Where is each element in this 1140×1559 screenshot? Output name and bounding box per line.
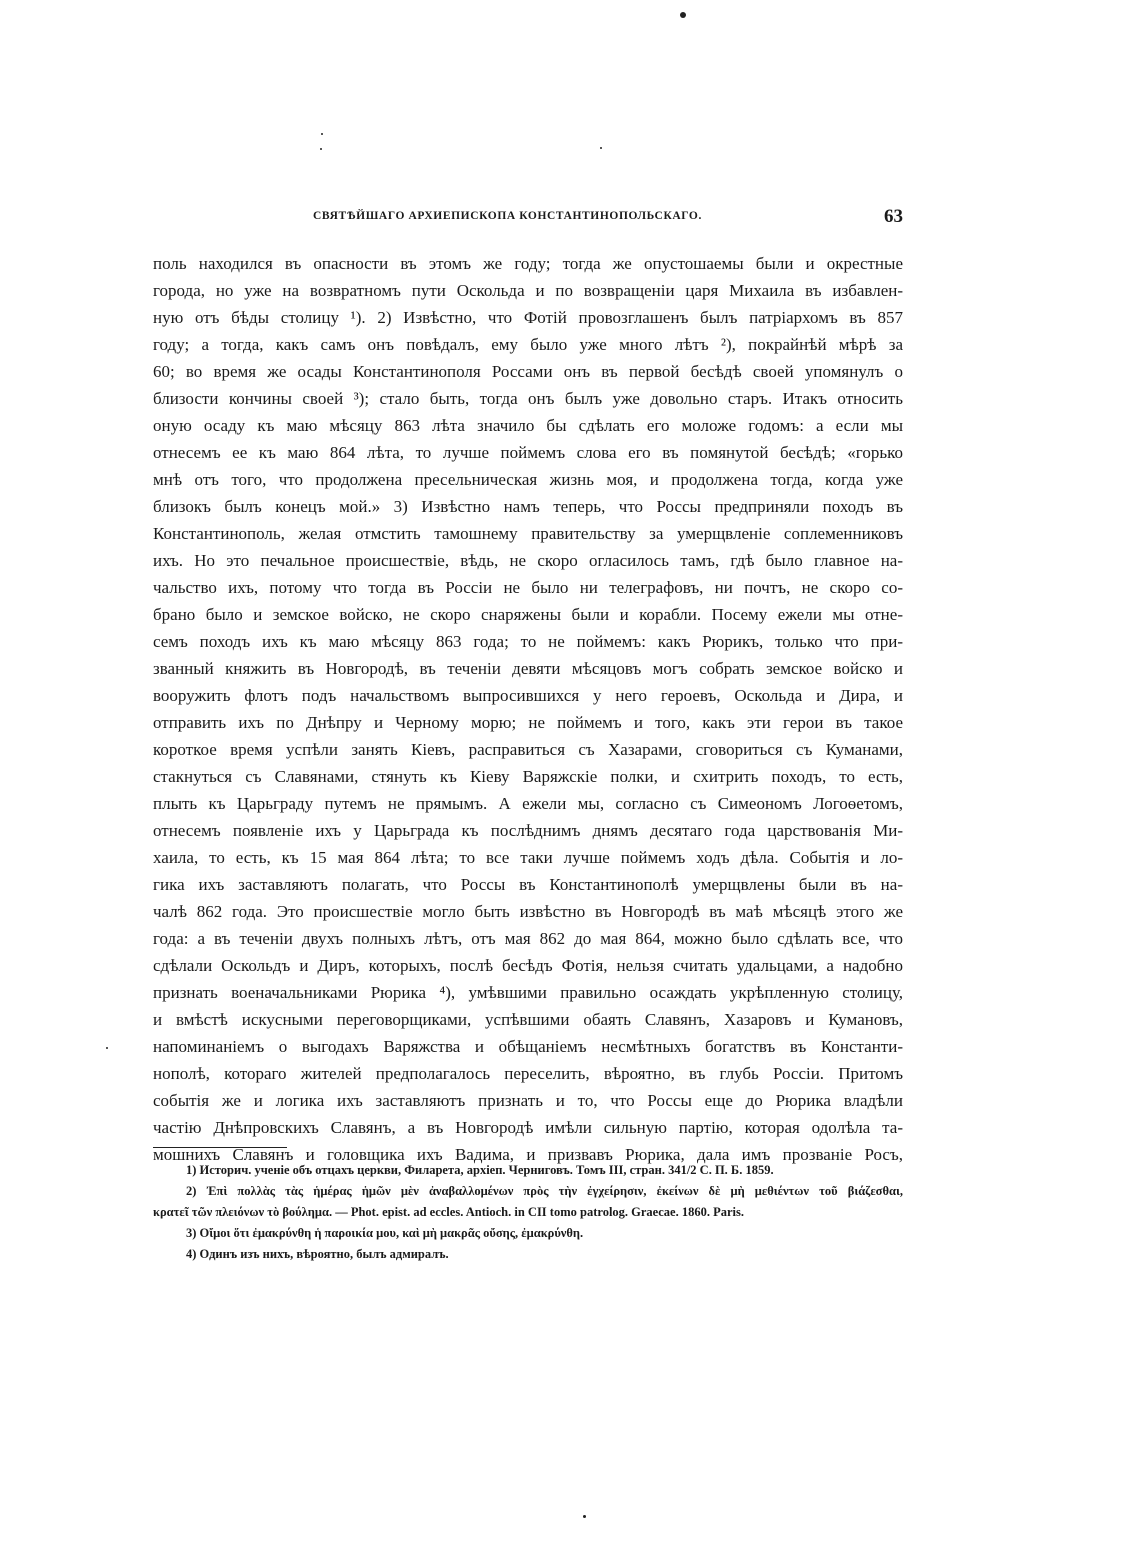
- text-line: брано было и земское войско, не скоро снаряжены были и корабли. Посему ежели мы отне-: [153, 605, 903, 624]
- text-line: частію Днѣпровскихъ Славянъ, а въ Новгородѣ имѣли сильную партію, которая одолѣла та-: [153, 1118, 903, 1137]
- text-line: года: а въ теченіи двухъ полныхъ лѣтъ, отъ мая 862 до мая 864, можно было сдѣлать все, что: [153, 929, 903, 948]
- footnotes: [153, 1160, 903, 1265]
- text-line: напоминаніемъ о выгодахъ Варяжства и обѣщаніемъ несмѣтныхъ богатствъ въ Константи-: [153, 1037, 903, 1056]
- scan-speck: [600, 147, 602, 149]
- text-line: города, но уже на возвратномъ пути Оскольда и по возвращеніи царя Михаила въ избавлен-: [153, 281, 903, 300]
- text-line: близокъ былъ конецъ мой.» 3) Извѣстно намъ теперь, что Россы предприняли походъ въ: [153, 497, 903, 516]
- text-line: званный княжить въ Новгородѣ, въ теченіи девяти мѣсяцовъ могъ собрать земское войско и: [153, 659, 903, 678]
- footnote-2: 2) Ἐπὶ πολλὰς τὰς ἡμέρας ἡμῶν μὲν ἀναβαλλομένων πρὸς τὴν ἐγχείρησιν, ἐκείνων δὲ μὴ μεθιέντων τοῦ βιάζεσθαι,: [186, 1184, 903, 1198]
- text-line: ную отъ бѣды столицу ¹). 2) Извѣстно, что Фотій провозглашенъ былъ патріархомъ въ 857: [153, 308, 903, 327]
- footnote-3: 3) Οἴμοι ὅτι ἐμακρύνθη ἡ παροικία μου, καὶ μὴ μακρᾶς οὔσης, ἐμακρύνθη.: [186, 1226, 584, 1240]
- scan-speck: [680, 12, 686, 18]
- footnote-rule: [153, 1147, 287, 1148]
- text-line: гика ихъ заставляютъ полагать, что Россы въ Константинополѣ умерщвлены были въ на-: [153, 875, 903, 894]
- text-line: оную осаду къ маю мѣсяцу 863 лѣта значило бы сдѣлать его моложе годомъ: а если мы: [153, 416, 903, 435]
- text-line: сдѣлали Оскольдъ и Диръ, которыхъ, послѣ бесѣдъ Фотія, нельзя считать удальцами, а надобно: [153, 956, 903, 975]
- text-line: нополѣ, котораго жителей предполагалось переселить, вѣроятно, въ глубь Россіи. Притомъ: [153, 1064, 903, 1083]
- text-line: близости кончины своей ³); стало быть, тогда онъ былъ уже довольно старъ. Итакъ относить: [153, 389, 903, 408]
- text-line: признать военачальниками Рюрика ⁴), умѣвшими правильно осаждать укрѣпленную столицу,: [153, 983, 903, 1002]
- text-line: хаила, то есть, къ 15 мая 864 лѣта; то все таки лучше поймемъ ходъ дѣла. Событія и ло-: [153, 848, 903, 867]
- footnote-2-continuation: κρατεῖ τῶν πλειόνων τὸ βούλημα. — Phot. epist. ad eccles. Antioch. in CII tomo patrolog. Graecae. 1860. Paris.: [153, 1205, 744, 1219]
- scan-speck: [106, 1047, 108, 1049]
- running-title: СВЯТѢЙШАГО АРХИЕПИСКОПА КОНСТАНТИНОПОЛЬСКАГО.: [313, 210, 702, 222]
- footnote-4: 4) Одинъ изъ нихъ, вѣроятно, былъ адмиралъ.: [186, 1247, 449, 1261]
- text-line: отнесемъ ее къ маю 864 лѣта, то лучше поймемъ слова его въ помянутой бесѣдѣ; «горько: [153, 443, 903, 462]
- text-line: и вмѣстѣ искусными переговорщиками, успѣвшими обаять Славянъ, Хазаровъ и Кумановъ,: [153, 1010, 903, 1029]
- text-line: отправить ихъ по Днѣпру и Черному морю; не поймемъ и того, какъ эти герои въ такое: [153, 713, 903, 732]
- page-header: [153, 206, 903, 230]
- text-line: короткое время успѣли занять Кіевъ, расправиться съ Хазарами, сговориться съ Куманами,: [153, 740, 903, 759]
- text-line: Константинополь, желая отмстить тамошнему правительству за умерщвленіе соплеменниковъ: [153, 524, 903, 543]
- text-line: отнесемъ появленіе ихъ у Царьграда къ послѣднимъ днямъ десятаго года царствованія Ми-: [153, 821, 903, 840]
- text-line: семъ походъ ихъ къ маю мѣсяцу 863 года; то не поймемъ: какъ Рюрикъ, только что при-: [153, 632, 903, 651]
- text-line: чалѣ 862 года. Это происшествіе могло быть извѣстно въ Новгородѣ въ маѣ мѣсяцѣ этого же: [153, 902, 903, 921]
- text-line: ихъ. Но это печальное происшествіе, вѣдь, не скоро огласилось тамъ, гдѣ было главное на-: [153, 551, 903, 570]
- text-line: плыть къ Царьграду путемъ не прямымъ. А ежели мы, согласно съ Симеономъ Логоѳетомъ,: [153, 794, 903, 813]
- text-line: мошнихъ Славянъ и головщика ихъ Вадима, и призвавъ Рюрика, дала имъ прозваніе Росъ,: [153, 1145, 903, 1164]
- scan-speck: [583, 1515, 586, 1518]
- text-line: событія же и логика ихъ заставляютъ признать и то, что Россы еще до Рюрика владѣли: [153, 1091, 903, 1110]
- text-line: стакнуться съ Славянами, стянуть къ Кіеву Варяжскіе полки, и схитрить походъ, то есть,: [153, 767, 903, 786]
- text-line: году; а тогда, какъ самъ онъ повѣдалъ, ему было уже много лѣтъ ²), покрайнѣй мѣрѣ за: [153, 335, 903, 354]
- page-number: 63: [884, 206, 903, 227]
- text-line: 60; во время же осады Константинополя Россами онъ въ первой бесѣдѣ своей упомянулъ о: [153, 362, 903, 381]
- text-line: поль находился въ опасности въ этомъ же году; тогда же опустошаемы были и окрестные: [153, 254, 903, 273]
- text-line: чальство ихъ, потому что тогда въ Россіи не было ни телеграфовъ, ни почтъ, не скоро со-: [153, 578, 903, 597]
- text-line: мнѣ отъ того, что продолжена пресельническая жизнь моя, и продолжена тогда, когда уже: [153, 470, 903, 489]
- footnote-1: 1) Историч. ученіе объ отцахъ церкви, Филарета, архіеп. Черниговъ. Томъ III, стран. 341/2 С. П. Б. 1859.: [186, 1163, 774, 1177]
- text-line: вооружить флотъ подъ начальствомъ выпросившихся у него героевъ, Оскольда и Дира, и: [153, 686, 903, 705]
- body-text: [153, 250, 903, 1168]
- scan-speck: [320, 148, 322, 150]
- scan-speck: [321, 133, 323, 135]
